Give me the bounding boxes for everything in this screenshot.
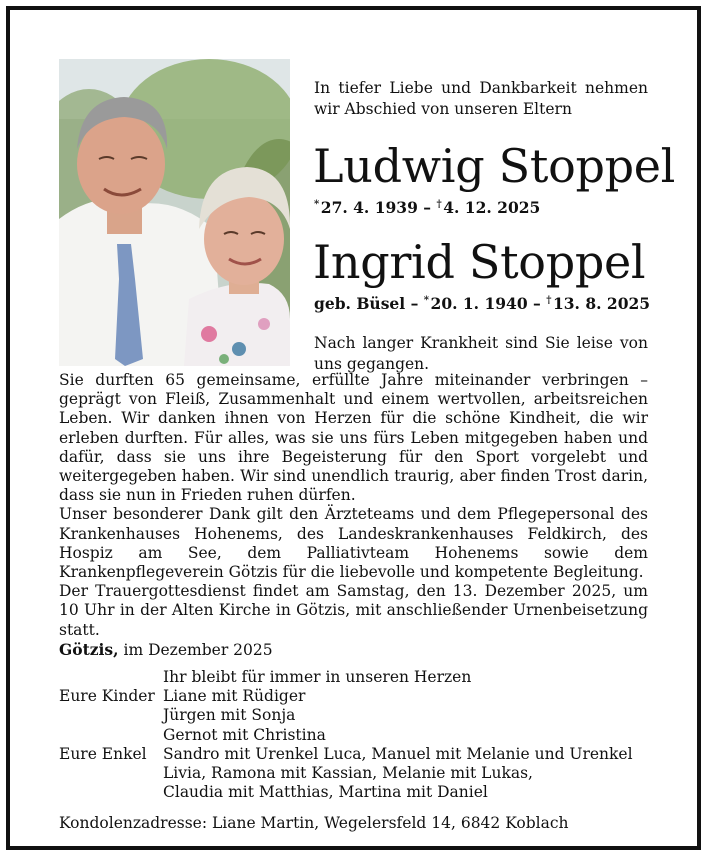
maiden-name: geb. Büsel <box>314 294 406 313</box>
paragraph-thanks: Unser besonderer Dank gilt den Ärzteteams und dem Pflegepersonal des Krankenhauses Hohenems, des Landeskrankenhauses Feldkirch, des Hospiz am See, dem Palliativteam Hohenems sowie dem Krankenpflegeverein Götzis für die liebevolle und kompetente Begleitung. <box>59 505 648 582</box>
death-symbol: † <box>546 294 552 306</box>
children-row <box>59 706 633 725</box>
list-item: Claudia mit Matthias, Martina mit Daniel <box>163 783 488 802</box>
couple-photo-illustration <box>59 59 290 366</box>
place-town: Götzis, <box>59 640 119 659</box>
death-date: 13. 8. 2025 <box>552 294 651 313</box>
dates-ludwig <box>314 198 540 217</box>
family-motto-row <box>59 668 633 687</box>
birth-date: 27. 4. 1939 <box>320 198 418 217</box>
obituary-body <box>59 371 648 640</box>
children-row <box>59 726 633 745</box>
grandchildren-row <box>59 783 633 802</box>
intro-text: In tiefer Liebe und Dankbarkeit nehmen wir Abschied von unseren Eltern <box>314 79 648 118</box>
death-date: 4. 12. 2025 <box>443 198 541 217</box>
list-item: Jürgen mit Sonja <box>163 706 296 725</box>
date-separator: – <box>410 294 419 313</box>
list-item: Sandro mit Urenkel Luca, Manuel mit Melanie und Urenkel <box>163 744 633 763</box>
family-motto: Ihr bleibt für immer in unseren Herzen <box>163 668 472 686</box>
grandchildren-row <box>59 764 633 783</box>
list-item: Livia, Ramona mit Kassian, Melanie mit Lukas, <box>163 764 533 783</box>
condolence-address: Kondolenzadresse: Liane Martin, Wegelersfeld 14, 6842 Koblach <box>59 814 569 832</box>
children-row <box>59 687 633 706</box>
family-list <box>59 668 633 802</box>
paragraph-service: Der Trauergottesdienst findet am Samstag, den 13. Dezember 2025, um 10 Uhr in der Alten Kirche in Götzis, mit anschließender Urnenbeisetzung statt. <box>59 582 648 639</box>
birth-symbol: * <box>423 294 429 306</box>
name-ingrid: Ingrid Stoppel <box>313 235 646 289</box>
grandchildren-label: Eure Enkel <box>59 744 147 763</box>
birth-date: 20. 1. 1940 <box>430 294 528 313</box>
date-separator: – <box>533 294 541 313</box>
death-symbol: † <box>436 198 442 210</box>
illness-text: Nach langer Krankheit sind Sie leise von uns gegangen. <box>314 334 648 373</box>
date-separator: – <box>423 198 432 217</box>
children-label: Eure Kinder <box>59 687 155 706</box>
list-item: Liane mit Rüdiger <box>163 687 306 706</box>
paragraph-life: Sie durften 65 gemeinsame, erfüllte Jahre miteinander verbringen – geprägt von Fleiß, Zusammenhalt und einem wertvollen, arbeitsreichen Leben. Wir danken ihnen von Herzen für die schöne Kindheit, die wir erleben durften. Für alles, was sie uns fürs Leben mitgegeben haben und dafür, dass sie uns ihre Begeisterung für den Sport vorgelebt und weitergegeben haben. Wir sind unendlich traurig, aber finden Trost darin, dass sie nun in Frieden ruhen dürfen. <box>59 371 648 505</box>
list-item: Gernot mit Christina <box>163 725 326 744</box>
grandchildren-row <box>59 745 633 764</box>
name-ludwig: Ludwig Stoppel <box>313 139 676 193</box>
place-date <box>59 640 273 659</box>
dates-ingrid <box>314 294 650 313</box>
couple-photo <box>59 59 290 366</box>
place-date-text: im Dezember 2025 <box>123 641 273 659</box>
birth-symbol: * <box>314 198 320 210</box>
